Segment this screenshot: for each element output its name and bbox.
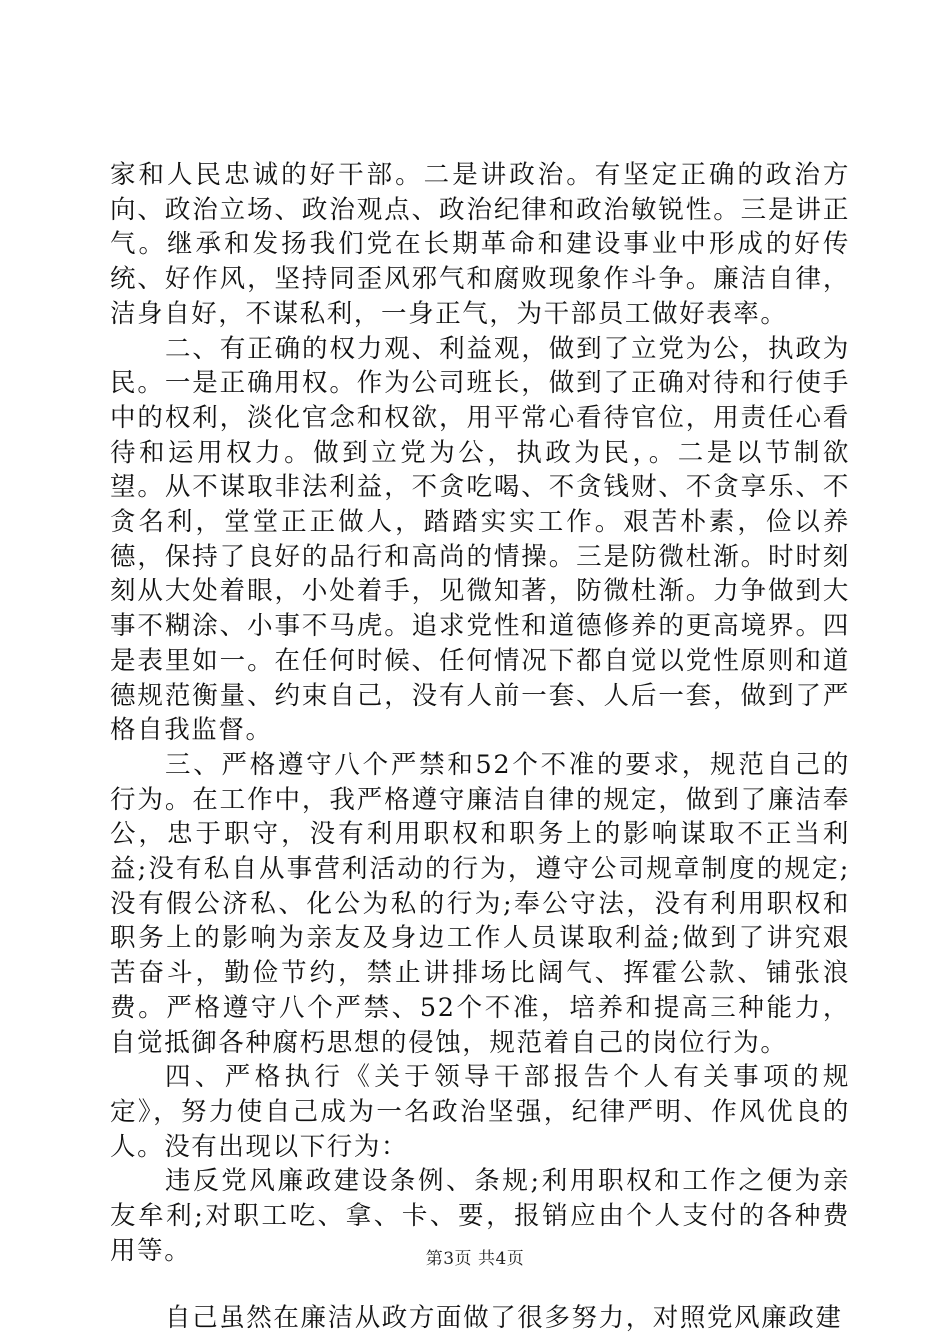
paragraph-4: 四、严格执行《关于领导干部报告个人有关事项的规定》，努力使自己成为一名政治坚强，纪律严明、作风优良的人。没有出现以下行为：	[110, 1062, 850, 1162]
document-body	[110, 158, 850, 1335]
paragraph-2: 二、有正确的权力观、利益观，做到了立党为公，执政为民。一是正确用权。作为公司班长，做到了正确对待和行使手中的权利，淡化官念和权欲，用平常心看待官位，用责任心看待和运用权力。做到立党为公，执政为民，。二是以节制欲望。从不谋取非法利益，不贪吃喝、不贪钱财、不贪享乐、不贪名利，堂堂正正做人，踏踏实实工作。艰苦朴素，俭以养德，保持了良好的品行和高尚的情操。三是防微杜渐。时时刻刻从大处着眼，小处着手，见微知著，防微杜渐。力争做到大事不糊涂、小事不马虎。追求党性和道德修养的更高境界。四是表里如一。在任何时候、任何情况下都自觉以党性原则和道德规范衡量、约束自己，没有人前一套、人后一套，做到了严格自我监督。	[110, 333, 850, 746]
paragraph-5: 违反党风廉政建设条例、条规;利用职权和工作之便为亲友牟利;对职工吃、拿、卡、要，报销应由个人支付的各种费用等。	[110, 1166, 850, 1266]
paragraph-1: 家和人民忠诚的好干部。二是讲政治。有坚定正确的政治方向、政治立场、政治观点、政治纪律和政治敏锐性。三是讲正气。继承和发扬我们党在长期革命和建设事业中形成的好传统、好作风，坚持同歪风邪气和腐败现象作斗争。廉洁自律，洁身自好，不谋私利，一身正气，为干部员工做好表率。	[110, 160, 850, 329]
paragraph-6: 自己虽然在廉洁从政方面做了很多努力，对照党风廉政建	[165, 1302, 843, 1333]
page-number-footer: 第3页 共4页	[425, 1249, 525, 1269]
paragraph-3: 三、严格遵守八个严禁和52个不准的要求，规范自己的行为。在工作中，我严格遵守廉洁自律的规定，做到了廉洁奉公，忠于职守，没有利用职权和职务上的影响谋取不正当利益;没有私自从事营利活动的行为，遵守公司规章制度的规定;没有假公济私、化公为私的行为;奉公守法，没有利用职权和职务上的影响为亲友及身边工作人员谋取利益;做到了讲究艰苦奋斗，勤俭节约，禁止讲排场比阔气、挥霍公款、铺张浪费。严格遵守八个严禁、52个不准，培养和提高三种能力，自觉抵御各种腐朽思想的侵蚀，规范着自己的岗位行为。	[110, 749, 850, 1058]
